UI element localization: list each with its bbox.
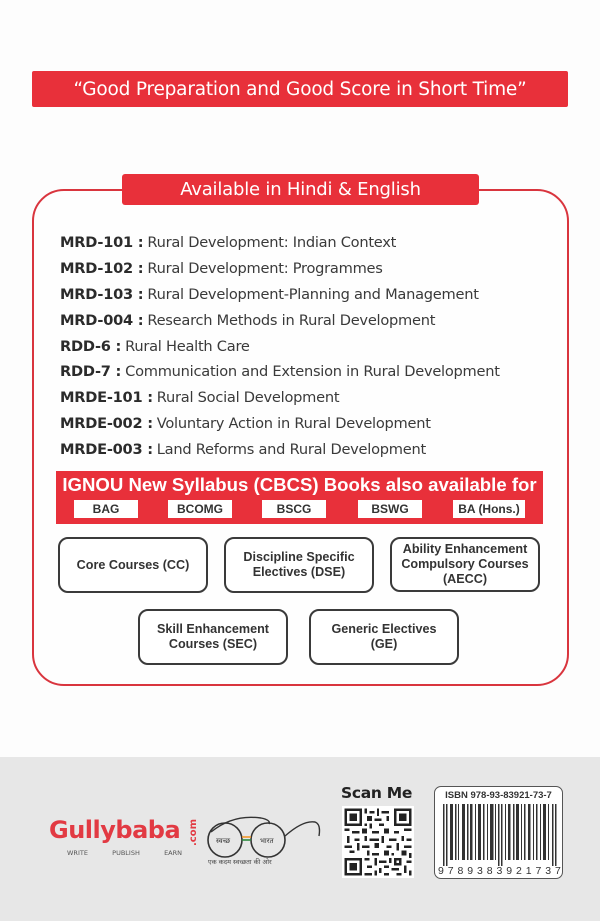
isbn-label: ISBN 978-93-83921-73-7 bbox=[445, 790, 552, 801]
cbcs-banner bbox=[56, 471, 543, 524]
course-item bbox=[60, 333, 540, 359]
course-title: Rural Health Care bbox=[125, 337, 250, 355]
course-title: Land Reforms and Rural Development bbox=[156, 440, 426, 458]
brand-name: Gullybaba bbox=[49, 816, 181, 844]
course-code: MRD-102 : bbox=[60, 260, 144, 278]
category-label: Compulsory Courses bbox=[401, 557, 529, 571]
tagline-banner: “Good Preparation and Good Score in Short Time” bbox=[32, 71, 568, 107]
category-label: Ability Enhancement bbox=[402, 542, 528, 556]
category-ge bbox=[309, 609, 459, 665]
bharat-word: भारत bbox=[260, 837, 274, 845]
course-title: Rural Development-Planning and Management bbox=[147, 285, 479, 303]
course-code: MRD-101 : bbox=[60, 234, 144, 252]
course-title: Research Methods in Rural Development bbox=[147, 311, 436, 329]
course-item bbox=[60, 307, 540, 333]
isbn-digits bbox=[438, 865, 561, 877]
scan-me-label: Scan Me bbox=[341, 784, 413, 802]
course-title: Voluntary Action in Rural Development bbox=[156, 414, 431, 432]
isbn-digit: 7 bbox=[447, 865, 454, 877]
course-item bbox=[60, 411, 540, 437]
barcode-icon bbox=[443, 804, 557, 866]
category-aecc bbox=[390, 537, 540, 592]
course-code: MRD-103 : bbox=[60, 285, 144, 303]
category-label: Discipline Specific bbox=[243, 550, 355, 564]
programme-bag: BAG bbox=[74, 500, 138, 518]
course-item bbox=[60, 436, 540, 462]
category-core-courses bbox=[58, 537, 208, 593]
cbcs-title: IGNOU New Syllabus (CBCS) Books also available for bbox=[62, 474, 537, 495]
availability-heading: Available in Hindi & English bbox=[122, 174, 479, 205]
swachh-caption: एक कदम स्वच्छता की ओर bbox=[208, 858, 272, 866]
course-code: MRDE-003 : bbox=[60, 440, 153, 458]
course-title: Rural Development: Programmes bbox=[147, 260, 383, 278]
course-code: MRDE-101 : bbox=[60, 389, 153, 407]
course-code: MRDE-002 : bbox=[60, 414, 153, 432]
isbn-digit: 9 bbox=[467, 865, 474, 877]
brand-taglines bbox=[67, 849, 182, 857]
isbn-digit: 1 bbox=[525, 865, 532, 877]
gullybaba-logo bbox=[49, 816, 199, 857]
category-label: Generic Electives bbox=[331, 622, 437, 636]
category-label: Core Courses (CC) bbox=[76, 557, 190, 572]
programme-bscg: BSCG bbox=[262, 500, 326, 518]
swachh-bharat-glasses-icon bbox=[203, 812, 321, 862]
brand-suffix: .com bbox=[188, 818, 199, 846]
course-item bbox=[60, 385, 540, 411]
qr-code-icon[interactable] bbox=[342, 806, 414, 878]
course-code: MRD-004 : bbox=[60, 311, 144, 329]
category-label: Courses (SEC) bbox=[168, 637, 258, 651]
category-label: (AECC) bbox=[442, 572, 488, 586]
course-code: RDD-7 : bbox=[60, 363, 122, 381]
programme-bswg: BSWG bbox=[358, 500, 422, 518]
isbn-digit: 3 bbox=[545, 865, 552, 877]
course-code: RDD-6 : bbox=[60, 337, 122, 355]
isbn-digit: 3 bbox=[477, 865, 483, 877]
category-label: (GE) bbox=[370, 637, 398, 651]
tagline-publish: PUBLISH bbox=[112, 849, 140, 857]
category-dse bbox=[224, 537, 374, 593]
course-list bbox=[60, 230, 540, 462]
course-item bbox=[60, 282, 540, 308]
isbn-digit: 3 bbox=[496, 865, 503, 877]
course-item bbox=[60, 230, 540, 256]
isbn-barcode bbox=[434, 786, 563, 879]
isbn-digit: 7 bbox=[555, 865, 561, 877]
category-label: Electives (DSE) bbox=[252, 565, 346, 579]
course-item bbox=[60, 256, 540, 282]
isbn-digit: 9 bbox=[438, 865, 444, 877]
isbn-digit: 8 bbox=[457, 865, 464, 877]
programme-ba-hons: BA (Hons.) bbox=[453, 500, 525, 518]
isbn-digit: 8 bbox=[486, 865, 493, 877]
programme-bcomg: BCOMG bbox=[168, 500, 232, 518]
course-title: Rural Social Development bbox=[156, 389, 340, 407]
swachh-word: स्वच्छ bbox=[216, 837, 231, 845]
isbn-digit: 7 bbox=[535, 865, 542, 877]
isbn-digit: 2 bbox=[516, 865, 522, 877]
course-item bbox=[60, 359, 540, 385]
category-sec bbox=[138, 609, 288, 665]
tagline-write: WRITE bbox=[67, 849, 88, 857]
tagline-earn: EARN bbox=[164, 849, 182, 857]
course-title: Communication and Extension in Rural Development bbox=[125, 363, 500, 381]
category-label: Skill Enhancement bbox=[157, 622, 269, 636]
course-title: Rural Development: Indian Context bbox=[147, 234, 397, 252]
isbn-digit: 9 bbox=[506, 865, 513, 877]
